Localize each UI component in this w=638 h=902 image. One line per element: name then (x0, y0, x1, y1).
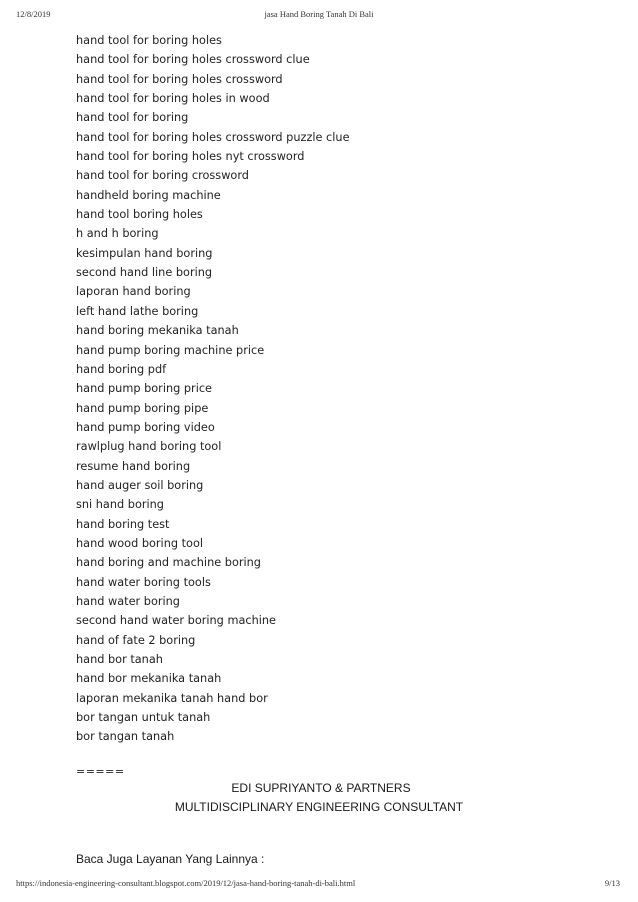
print-title: jasa Hand Boring Tanah Di Bali (264, 9, 374, 19)
keyword-item: left hand lathe boring (76, 304, 199, 318)
keyword-item: resume hand boring (76, 459, 191, 473)
keyword-item: hand boring pdf (76, 362, 167, 376)
keyword-item: hand tool for boring holes crossword puzzle clue (76, 130, 350, 144)
keyword-item: hand tool for boring holes nyt crossword (76, 150, 305, 164)
keyword-item: hand wood boring tool (76, 536, 204, 550)
keyword-item: laporan mekanika tanah hand bor (76, 691, 268, 705)
keyword-item: hand tool for boring holes crossword clue (76, 53, 310, 67)
keyword-item: hand tool for boring holes in wood (76, 92, 270, 106)
keyword-item: hand water boring (76, 594, 180, 608)
keyword-item: hand of fate 2 boring (76, 633, 196, 647)
related-services-heading: Baca Juga Layanan Yang Lainnya : (76, 852, 265, 866)
keyword-item: hand tool for boring holes (76, 34, 222, 47)
keyword-item: hand bor mekanika tanah (76, 672, 222, 686)
keyword-item: sni hand boring (76, 498, 164, 512)
keyword-item: h and h boring (76, 227, 159, 241)
keyword-item: hand tool for boring crossword (76, 169, 249, 183)
keyword-item: hand bor tanah (76, 653, 163, 666)
keyword-item: bor tangan tanah (76, 730, 175, 744)
keyword-item: hand water boring tools (76, 575, 211, 589)
keyword-item: hand auger soil boring (76, 478, 204, 492)
keyword-item: hand pump boring pipe (76, 401, 209, 415)
page-url[interactable]: https://indonesia-engineering-consultant.blogspot.com/2019/12/jasa-hand-boring-tanah-di-bali.html (16, 878, 356, 888)
keyword-item: handheld boring machine (76, 188, 221, 202)
keyword-item: second hand line boring (76, 266, 213, 280)
keyword-item: hand boring mekanika tanah (76, 324, 239, 338)
keyword-item: hand tool boring holes (76, 208, 203, 222)
keyword-item: hand boring test (76, 517, 170, 531)
separator: ===== (76, 765, 125, 778)
company-name: EDI SUPRIYANTO & PARTNERS (231, 781, 411, 795)
keyword-item: hand tool for boring (76, 111, 189, 125)
page-number: 9/13 (604, 878, 620, 888)
company-tagline: MULTIDISCIPLINARY ENGINEERING CONSULTANT (174, 800, 464, 814)
keyword-item: laporan hand boring (76, 285, 191, 299)
keyword-item: kesimpulan hand boring (76, 246, 213, 260)
keyword-list (76, 31, 350, 747)
keyword-item: hand boring and machine boring (76, 556, 261, 570)
keyword-item: rawlplug hand boring tool (76, 440, 222, 454)
print-date: 12/8/2019 (16, 9, 51, 19)
keyword-item: hand pump boring video (76, 420, 215, 434)
keyword-item: hand pump boring price (76, 382, 213, 396)
keyword-item: bor tangan untuk tanah (76, 711, 211, 725)
keyword-item: hand pump boring machine price (76, 343, 265, 357)
keyword-item: hand tool for boring holes crossword (76, 72, 283, 86)
keyword-item: second hand water boring machine (76, 614, 276, 628)
